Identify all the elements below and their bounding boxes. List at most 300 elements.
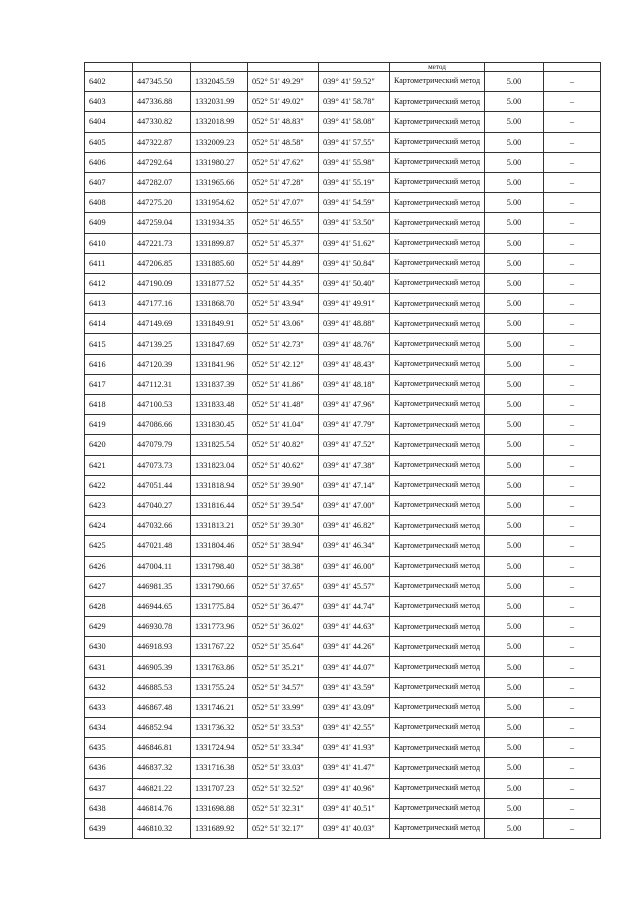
cell-latitude: 052° 51' 36.47": [248, 596, 319, 616]
cell-error-value: 5.00: [485, 233, 544, 253]
cell-coord-y: 1332031.99: [191, 92, 248, 112]
cell-coord-x: 446846.81: [133, 738, 191, 758]
cell-point-number: 6409: [85, 213, 133, 233]
cell-method: Картометрический метод: [390, 657, 485, 677]
cell-note: –: [544, 435, 601, 455]
cell-note: –: [544, 374, 601, 394]
cell-latitude: 052° 51' 48.58": [248, 132, 319, 152]
table-row: [85, 294, 601, 314]
cell-latitude: 052° 51' 33.53": [248, 718, 319, 738]
cell-note: –: [544, 657, 601, 677]
cell-coord-x: 447021.48: [133, 536, 191, 556]
cell-error-value: 5.00: [485, 596, 544, 616]
cell-method: Картометрический метод: [390, 72, 485, 92]
cell-longitude: 039° 41' 58.08": [319, 112, 390, 132]
cell-longitude: 039° 41' 40.03": [319, 818, 390, 838]
cell-point-number: 6438: [85, 798, 133, 818]
cell-longitude: 039° 41' 44.74": [319, 596, 390, 616]
cell-method: Картометрический метод: [390, 596, 485, 616]
cell-point-number: 6402: [85, 72, 133, 92]
cell-error-value: 5.00: [485, 617, 544, 637]
cell-coord-y: 1332009.23: [191, 132, 248, 152]
cell-coord-x: 446837.32: [133, 758, 191, 778]
cell-longitude: 039° 41' 49.91": [319, 294, 390, 314]
cell-error-value: 5.00: [485, 374, 544, 394]
cell-method: Картометрический метод: [390, 132, 485, 152]
cell-point-number: 6415: [85, 334, 133, 354]
table-row: [85, 132, 601, 152]
cell-point-number: 6413: [85, 294, 133, 314]
cell-error-value: 5.00: [485, 576, 544, 596]
cell-point-number: 6407: [85, 172, 133, 192]
cell-coord-x: 447051.44: [133, 475, 191, 495]
cell-latitude: 052° 51' 47.28": [248, 172, 319, 192]
cell-note: –: [544, 152, 601, 172]
table-row: [85, 475, 601, 495]
cell-coord-x: 446905.39: [133, 657, 191, 677]
cell-error-value: 5.00: [485, 172, 544, 192]
cell-longitude: 039° 41' 48.18": [319, 374, 390, 394]
cell-note: –: [544, 697, 601, 717]
cell-note: –: [544, 193, 601, 213]
cell-coord-y: 1331868.70: [191, 294, 248, 314]
cell-coord-y: 1331833.48: [191, 395, 248, 415]
cell-coord-y: 1331804.46: [191, 536, 248, 556]
cell-point-number: 6424: [85, 516, 133, 536]
cell-coord-y: 1331954.62: [191, 193, 248, 213]
cell-method: Картометрический метод: [390, 818, 485, 838]
cell-note: –: [544, 516, 601, 536]
cell-coord-y: 1331798.40: [191, 556, 248, 576]
cell-note: –: [544, 354, 601, 374]
cell-longitude: 039° 41' 44.07": [319, 657, 390, 677]
cell-note: –: [544, 395, 601, 415]
cell-coord-y: 1332045.59: [191, 72, 248, 92]
table-row: [85, 172, 601, 192]
cell-error-value: 5.00: [485, 778, 544, 798]
table-row: [85, 617, 601, 637]
cell-coord-x: 447206.85: [133, 253, 191, 273]
cell-latitude: 052° 51' 47.62": [248, 152, 319, 172]
table-row: [85, 495, 601, 515]
cell-coord-x: 447032.66: [133, 516, 191, 536]
cell-longitude: 039° 41' 47.14": [319, 475, 390, 495]
cell-method: Картометрический метод: [390, 334, 485, 354]
cell-coord-x: 447282.07: [133, 172, 191, 192]
cell-coord-x: 446981.35: [133, 576, 191, 596]
table-row: [85, 354, 601, 374]
cell-note: –: [544, 172, 601, 192]
cell-method: Картометрический метод: [390, 415, 485, 435]
cell-note: –: [544, 92, 601, 112]
cell-longitude: 039° 41' 40.51": [319, 798, 390, 818]
table-row: [85, 596, 601, 616]
cell-coord-y: 1331965.66: [191, 172, 248, 192]
cell-latitude: 052° 51' 44.89": [248, 253, 319, 273]
cell-note: –: [544, 778, 601, 798]
cell-coord-x: 447079.79: [133, 435, 191, 455]
cell-num: [85, 63, 133, 72]
cell-longitude: 039° 41' 46.34": [319, 536, 390, 556]
cell-longitude: 039° 41' 59.52": [319, 72, 390, 92]
cell-coord-y: 1331825.54: [191, 435, 248, 455]
cell-latitude: 052° 51' 40.62": [248, 455, 319, 475]
cell-method: Картометрический метод: [390, 495, 485, 515]
cell-latitude: 052° 51' 44.35": [248, 273, 319, 293]
cell-method: Картометрический метод: [390, 435, 485, 455]
table-row: [85, 72, 601, 92]
cell-point-number: 6426: [85, 556, 133, 576]
cell-coord-x: 446867.48: [133, 697, 191, 717]
cell-coord-y: 1331775.84: [191, 596, 248, 616]
table-row: [85, 697, 601, 717]
cell-coord-x: 447139.25: [133, 334, 191, 354]
cell-method: Картометрический метод: [390, 516, 485, 536]
cell-longitude: 039° 41' 40.96": [319, 778, 390, 798]
coordinates-table: [84, 62, 601, 839]
cell-x: [133, 63, 191, 72]
cell-longitude: 039° 41' 58.78": [319, 92, 390, 112]
cell-coord-y: 1331689.92: [191, 818, 248, 838]
table-row: [85, 374, 601, 394]
cell-longitude: 039° 41' 46.82": [319, 516, 390, 536]
cell-coord-x: 447149.69: [133, 314, 191, 334]
cell-coord-y: 1331736.32: [191, 718, 248, 738]
cell-longitude: 039° 41' 46.00": [319, 556, 390, 576]
cell-latitude: 052° 51' 33.34": [248, 738, 319, 758]
cell-coord-x: 447177.16: [133, 294, 191, 314]
cell-error: [485, 63, 544, 72]
cell-coord-y: 1331849.91: [191, 314, 248, 334]
cell-point-number: 6429: [85, 617, 133, 637]
cell-coord-x: 447292.64: [133, 152, 191, 172]
cell-lon: [319, 63, 390, 72]
cell-error-value: 5.00: [485, 637, 544, 657]
cell-note: –: [544, 738, 601, 758]
cell-error-value: 5.00: [485, 253, 544, 273]
table-row: [85, 556, 601, 576]
cell-method: Картометрический метод: [390, 253, 485, 273]
cell-method: метод: [390, 63, 485, 72]
table-row: [85, 516, 601, 536]
cell-note: –: [544, 718, 601, 738]
cell-latitude: 052° 51' 39.30": [248, 516, 319, 536]
cell-coord-y: 1331980.27: [191, 152, 248, 172]
cell-error-value: 5.00: [485, 294, 544, 314]
cell-note: –: [544, 556, 601, 576]
cell-error-value: 5.00: [485, 314, 544, 334]
cell-coord-y: 1331767.22: [191, 637, 248, 657]
cell-point-number: 6428: [85, 596, 133, 616]
cell-latitude: 052° 51' 36.02": [248, 617, 319, 637]
cell-error-value: 5.00: [485, 818, 544, 838]
cell-coord-x: 446885.53: [133, 677, 191, 697]
cell-latitude: 052° 51' 35.64": [248, 637, 319, 657]
cell-latitude: 052° 51' 37.65": [248, 576, 319, 596]
cell-coord-x: 446852.94: [133, 718, 191, 738]
cell-longitude: 039° 41' 50.40": [319, 273, 390, 293]
cell-point-number: 6404: [85, 112, 133, 132]
cell-method: Картометрический метод: [390, 455, 485, 475]
cell-latitude: 052° 51' 39.54": [248, 495, 319, 515]
table-row: [85, 152, 601, 172]
cell-coord-y: 1331716.38: [191, 758, 248, 778]
cell-note: –: [544, 294, 601, 314]
cell-point-number: 6405: [85, 132, 133, 152]
cell-coord-x: 447040.27: [133, 495, 191, 515]
cell-method: Картометрический метод: [390, 213, 485, 233]
cell-y: [191, 63, 248, 72]
table-row: [85, 253, 601, 273]
cell-point-number: 6435: [85, 738, 133, 758]
cell-method: Картометрический метод: [390, 718, 485, 738]
cell-coord-x: 447330.82: [133, 112, 191, 132]
cell-coord-y: 1331830.45: [191, 415, 248, 435]
cell-point-number: 6416: [85, 354, 133, 374]
cell-note: –: [544, 253, 601, 273]
table-row: [85, 112, 601, 132]
cell-note: –: [544, 758, 601, 778]
cell-latitude: 052° 51' 34.57": [248, 677, 319, 697]
table-row: [85, 455, 601, 475]
cell-note: –: [544, 637, 601, 657]
cell-coord-y: 1331724.94: [191, 738, 248, 758]
cell-coord-x: 447221.73: [133, 233, 191, 253]
cell-method: Картометрический метод: [390, 112, 485, 132]
cell-coord-y: 1331698.88: [191, 798, 248, 818]
cell-coord-y: 1331847.69: [191, 334, 248, 354]
cell-note: [544, 63, 601, 72]
cell-note: –: [544, 576, 601, 596]
table-row: [85, 798, 601, 818]
cell-longitude: 039° 41' 48.76": [319, 334, 390, 354]
cell-note: –: [544, 495, 601, 515]
cell-point-number: 6414: [85, 314, 133, 334]
cell-note: –: [544, 475, 601, 495]
table-row: [85, 273, 601, 293]
cell-coord-y: 1331816.44: [191, 495, 248, 515]
cell-method: Картометрический метод: [390, 152, 485, 172]
cell-longitude: 039° 41' 47.96": [319, 395, 390, 415]
table-row: [85, 213, 601, 233]
cell-note: –: [544, 798, 601, 818]
cell-method: Картометрический метод: [390, 92, 485, 112]
table-row: [85, 395, 601, 415]
cell-longitude: 039° 41' 48.88": [319, 314, 390, 334]
cell-point-number: 6410: [85, 233, 133, 253]
cell-coord-x: 447073.73: [133, 455, 191, 475]
cell-coord-y: 1331813.21: [191, 516, 248, 536]
cell-coord-x: 447112.31: [133, 374, 191, 394]
cell-note: –: [544, 415, 601, 435]
cell-error-value: 5.00: [485, 677, 544, 697]
cell-point-number: 6425: [85, 536, 133, 556]
cell-point-number: 6420: [85, 435, 133, 455]
cell-coord-y: 1331763.86: [191, 657, 248, 677]
cell-point-number: 6411: [85, 253, 133, 273]
table-row: [85, 314, 601, 334]
cell-coord-y: 1331899.87: [191, 233, 248, 253]
cell-error-value: 5.00: [485, 213, 544, 233]
cell-latitude: 052° 51' 41.48": [248, 395, 319, 415]
cell-longitude: 039° 41' 47.00": [319, 495, 390, 515]
cell-coord-y: 1331877.52: [191, 273, 248, 293]
cell-error-value: 5.00: [485, 92, 544, 112]
cell-note: –: [544, 314, 601, 334]
cell-error-value: 5.00: [485, 152, 544, 172]
cell-error-value: 5.00: [485, 556, 544, 576]
cell-longitude: 039° 41' 51.62": [319, 233, 390, 253]
cell-note: –: [544, 132, 601, 152]
table-row: [85, 233, 601, 253]
cell-coord-y: 1331707.23: [191, 778, 248, 798]
cell-longitude: 039° 41' 42.55": [319, 718, 390, 738]
cell-point-number: 6417: [85, 374, 133, 394]
cell-longitude: 039° 41' 48.43": [319, 354, 390, 374]
cell-longitude: 039° 41' 50.84": [319, 253, 390, 273]
table-row: [85, 818, 601, 838]
cell-method: Картометрический метод: [390, 193, 485, 213]
cell-coord-y: 1331841.96: [191, 354, 248, 374]
cell-latitude: 052° 51' 40.82": [248, 435, 319, 455]
cell-coord-x: 447322.87: [133, 132, 191, 152]
cell-latitude: 052° 51' 43.94": [248, 294, 319, 314]
cell-error-value: 5.00: [485, 657, 544, 677]
cell-latitude: 052° 51' 45.37": [248, 233, 319, 253]
cell-error-value: 5.00: [485, 475, 544, 495]
cell-longitude: 039° 41' 55.98": [319, 152, 390, 172]
cell-error-value: 5.00: [485, 516, 544, 536]
cell-method: Картометрический метод: [390, 273, 485, 293]
cell-coord-y: 1332018.99: [191, 112, 248, 132]
cell-latitude: 052° 51' 46.55": [248, 213, 319, 233]
cell-point-number: 6434: [85, 718, 133, 738]
cell-coord-x: 446944.65: [133, 596, 191, 616]
table-row: [85, 637, 601, 657]
cell-latitude: 052° 51' 38.38": [248, 556, 319, 576]
cell-point-number: 6439: [85, 818, 133, 838]
cell-point-number: 6437: [85, 778, 133, 798]
cell-error-value: 5.00: [485, 395, 544, 415]
cell-point-number: 6408: [85, 193, 133, 213]
cell-coord-y: 1331790.66: [191, 576, 248, 596]
cell-note: –: [544, 455, 601, 475]
cell-coord-x: 447190.09: [133, 273, 191, 293]
table-row: [85, 193, 601, 213]
cell-point-number: 6422: [85, 475, 133, 495]
cell-latitude: 052° 51' 35.21": [248, 657, 319, 677]
cell-latitude: 052° 51' 39.90": [248, 475, 319, 495]
cell-method: Картометрический метод: [390, 576, 485, 596]
cell-note: –: [544, 536, 601, 556]
cell-longitude: 039° 41' 47.79": [319, 415, 390, 435]
cell-point-number: 6432: [85, 677, 133, 697]
cell-error-value: 5.00: [485, 798, 544, 818]
cell-error-value: 5.00: [485, 273, 544, 293]
table-row: [85, 657, 601, 677]
cell-latitude: 052° 51' 49.02": [248, 92, 319, 112]
cell-longitude: 039° 41' 44.26": [319, 637, 390, 657]
cell-longitude: 039° 41' 53.50": [319, 213, 390, 233]
cell-method: Картометрический метод: [390, 556, 485, 576]
cell-longitude: 039° 41' 55.19": [319, 172, 390, 192]
cell-coord-x: 446918.93: [133, 637, 191, 657]
cell-error-value: 5.00: [485, 132, 544, 152]
cell-coord-x: 446814.76: [133, 798, 191, 818]
cell-method: Картометрический метод: [390, 738, 485, 758]
cell-coord-y: 1331773.96: [191, 617, 248, 637]
table-row: [85, 334, 601, 354]
cell-latitude: 052° 51' 32.52": [248, 778, 319, 798]
table-row: [85, 576, 601, 596]
cell-method: Картометрический метод: [390, 475, 485, 495]
cell-coord-x: 447086.66: [133, 415, 191, 435]
cell-point-number: 6421: [85, 455, 133, 475]
cell-coord-y: 1331755.24: [191, 677, 248, 697]
cell-latitude: 052° 51' 43.06": [248, 314, 319, 334]
cell-error-value: 5.00: [485, 193, 544, 213]
cell-longitude: 039° 41' 54.59": [319, 193, 390, 213]
cell-coord-y: 1331837.39: [191, 374, 248, 394]
cell-method: Картометрический метод: [390, 233, 485, 253]
cell-latitude: 052° 51' 33.03": [248, 758, 319, 778]
cell-error-value: 5.00: [485, 536, 544, 556]
cell-lat: [248, 63, 319, 72]
cell-point-number: 6431: [85, 657, 133, 677]
cell-method: Картометрический метод: [390, 172, 485, 192]
cell-coord-x: 447004.11: [133, 556, 191, 576]
cell-longitude: 039° 41' 47.38": [319, 455, 390, 475]
table-row: [85, 758, 601, 778]
cell-latitude: 052° 51' 47.07": [248, 193, 319, 213]
cell-longitude: 039° 41' 43.09": [319, 697, 390, 717]
cell-method: Картометрический метод: [390, 536, 485, 556]
cell-latitude: 052° 51' 32.17": [248, 818, 319, 838]
table-row: [85, 435, 601, 455]
cell-point-number: 6436: [85, 758, 133, 778]
table-row: [85, 677, 601, 697]
cell-longitude: 039° 41' 44.63": [319, 617, 390, 637]
cell-note: –: [544, 596, 601, 616]
cell-error-value: 5.00: [485, 415, 544, 435]
cell-longitude: 039° 41' 41.47": [319, 758, 390, 778]
cell-latitude: 052° 51' 41.04": [248, 415, 319, 435]
cell-coord-x: 446810.32: [133, 818, 191, 838]
cell-coord-y: 1331818.94: [191, 475, 248, 495]
cell-longitude: 039° 41' 43.59": [319, 677, 390, 697]
cell-latitude: 052° 51' 42.12": [248, 354, 319, 374]
cell-coord-y: 1331934.35: [191, 213, 248, 233]
cell-method: Картометрический метод: [390, 697, 485, 717]
cell-error-value: 5.00: [485, 758, 544, 778]
cell-longitude: 039° 41' 47.52": [319, 435, 390, 455]
cell-point-number: 6430: [85, 637, 133, 657]
cell-error-value: 5.00: [485, 495, 544, 515]
table-row: [85, 415, 601, 435]
cell-note: –: [544, 818, 601, 838]
cell-latitude: 052° 51' 41.86": [248, 374, 319, 394]
table-row: [85, 536, 601, 556]
cell-coord-x: 446930.78: [133, 617, 191, 637]
cell-error-value: 5.00: [485, 354, 544, 374]
cell-error-value: 5.00: [485, 738, 544, 758]
cell-error-value: 5.00: [485, 334, 544, 354]
cell-error-value: 5.00: [485, 72, 544, 92]
cell-method: Картометрический метод: [390, 395, 485, 415]
cell-method: Картометрический метод: [390, 374, 485, 394]
cell-error-value: 5.00: [485, 112, 544, 132]
cell-longitude: 039° 41' 41.93": [319, 738, 390, 758]
